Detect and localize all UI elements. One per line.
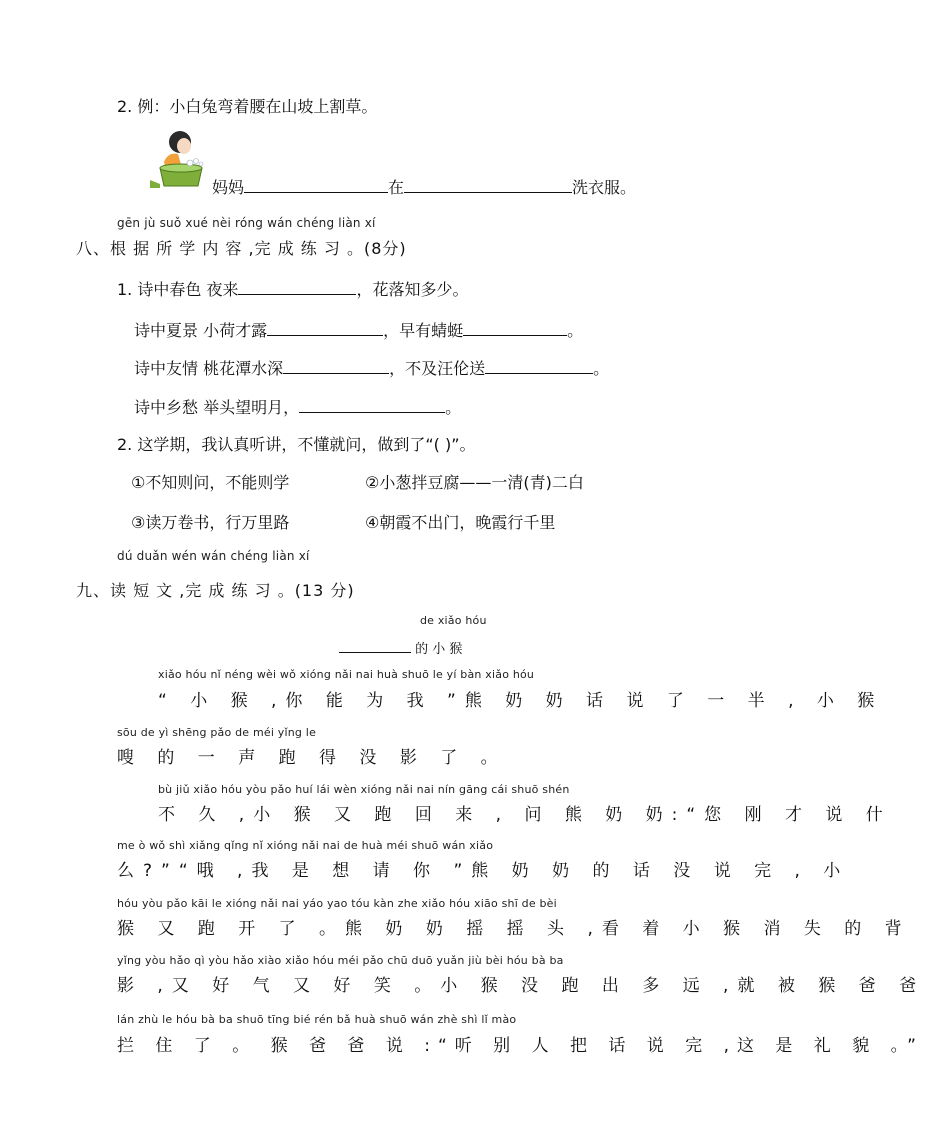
story-pinyin-line: hóu yòu pǎo kāi le xióng nǎi nai yáo yao tóu kàn zhe xiǎo hóu xiāo shī de bèi: [117, 897, 557, 910]
girl-washing-clothes-illustration: [150, 128, 212, 188]
blank-where[interactable]: [404, 178, 572, 193]
poem-summer-text: 诗中夏景 小荷才露: [134, 321, 268, 340]
blank-story-title[interactable]: [339, 640, 411, 653]
story-pinyin-line: bù jiǔ xiǎo hóu yòu pǎo huí lái wèn xióng nǎi nai nín gāng cái shuō shén: [158, 783, 570, 796]
blank-summer-2[interactable]: [463, 321, 567, 336]
poem-summer-line: [134, 318, 583, 341]
section8-pinyin: gēn jù suǒ xué nèi róng wán chéng liàn xí: [117, 216, 376, 230]
story-pinyin-line: xiǎo hóu nǐ néng wèi wǒ xióng nǎi nai huà shuō le yí bàn xiǎo hóu: [158, 668, 535, 681]
story-hanzi-line: 么?”“哦 ,我 是 想 请 你 ”熊 奶 奶 的 话 没 说 完 , 小: [117, 861, 850, 881]
story-hanzi-line: 猴 又 跑 开 了 。熊 奶 奶 摇 摇 头 ,看 着 小 猴 消 失 的 背: [117, 919, 911, 939]
poem-homesick-line: [134, 395, 461, 418]
poem-friendship-mid: ，不及汪伦送: [389, 359, 486, 378]
poem-spring-text: 1. 诗中春色 夜来: [117, 280, 239, 299]
mama-sentence: [212, 175, 636, 198]
story-hanzi-line: 拦 住 了 。 猴 爸 爸 说 :“听 别 人 把 话 说 完 ,这 是 礼 貌 。”: [117, 1036, 924, 1056]
blank-summer-1[interactable]: [267, 321, 383, 336]
story-pinyin-line: me ò wǒ shì xiǎng qǐng nǐ xióng nǎi nai de huà méi shuō wán xiǎo: [117, 839, 494, 852]
section8-title: 八、根 据 所 学 内 容 ,完 成 练 习 。(8分): [76, 239, 407, 258]
option-1[interactable]: ①不知则问，不能则学: [131, 473, 290, 492]
mama-text-b: 在: [388, 178, 405, 197]
blank-who[interactable]: [244, 178, 388, 193]
poem-summer-mid: ，早有蜻蜓: [383, 321, 464, 340]
story-hanzi-line: 嗖 的 一 声 跑 得 没 影 了 。: [117, 748, 507, 768]
blank-homesick[interactable]: [299, 398, 445, 413]
example-sentence: 2. 例：小白兔弯着腰在山坡上割草。: [117, 97, 378, 116]
blank-friendship-1[interactable]: [283, 359, 389, 374]
poem-homesick-text: 诗中乡愁 举头望明月，: [134, 398, 300, 417]
story-pinyin-line: sōu de yì shēng pǎo de méi yǐng le: [117, 726, 317, 739]
story-title-pinyin: de xiǎo hóu: [420, 614, 487, 627]
story-title-text: 的 小 猴: [415, 642, 463, 657]
option-3[interactable]: ③读万卷书，行万里路: [131, 513, 290, 532]
story-hanzi-line: “ 小 猴 ,你 能 为 我 ”熊 奶 奶 话 说 了 一 半 , 小 猴: [158, 691, 884, 711]
blank-friendship-2[interactable]: [485, 359, 593, 374]
section9-pinyin: dú duǎn wén wán chéng liàn xí: [117, 549, 310, 563]
story-hanzi-line: 影 ,又 好 气 又 好 笑 。小 猴 没 跑 出 多 远 ,就 被 猴 爸 爸: [117, 976, 925, 996]
blank-spring[interactable]: [238, 280, 356, 295]
question-2: 2. 这学期，我认真听讲，不懂就问，做到了“( )”。: [117, 435, 476, 454]
option-2[interactable]: ②小葱拌豆腐——一清(青)二白: [365, 473, 584, 492]
poem-homesick-end: 。: [445, 398, 462, 417]
story-pinyin-line: yǐng yòu hǎo qì yòu hǎo xiào xiǎo hóu méi pǎo chū duō yuǎn jiù bèi hóu bà ba: [117, 954, 564, 967]
option-4[interactable]: ④朝霞不出门，晚霞行千里: [365, 513, 556, 532]
poem-friendship-end: 。: [593, 359, 610, 378]
mama-text-a: 妈妈: [212, 178, 245, 197]
poem-summer-end: 。: [567, 321, 584, 340]
poem-spring-end: ，花落知多少。: [356, 280, 469, 299]
story-hanzi-line: 不 久 ,小 猴 又 跑 回 来 , 问 熊 奶 奶:“您 刚 才 说 什: [158, 805, 892, 825]
story-pinyin-line: lán zhù le hóu bà ba shuō tīng bié rén bǎ huà shuō wán zhè shì lǐ mào: [117, 1013, 517, 1026]
poem-spring-line: [117, 277, 468, 300]
mama-text-c: 洗衣服。: [572, 178, 637, 197]
section9-title: 九、读 短 文 ,完 成 练 习 。(13 分): [76, 581, 355, 600]
poem-friendship-line: [134, 356, 609, 379]
poem-friendship-text: 诗中友情 桃花潭水深: [134, 359, 284, 378]
story-title: [339, 638, 462, 657]
